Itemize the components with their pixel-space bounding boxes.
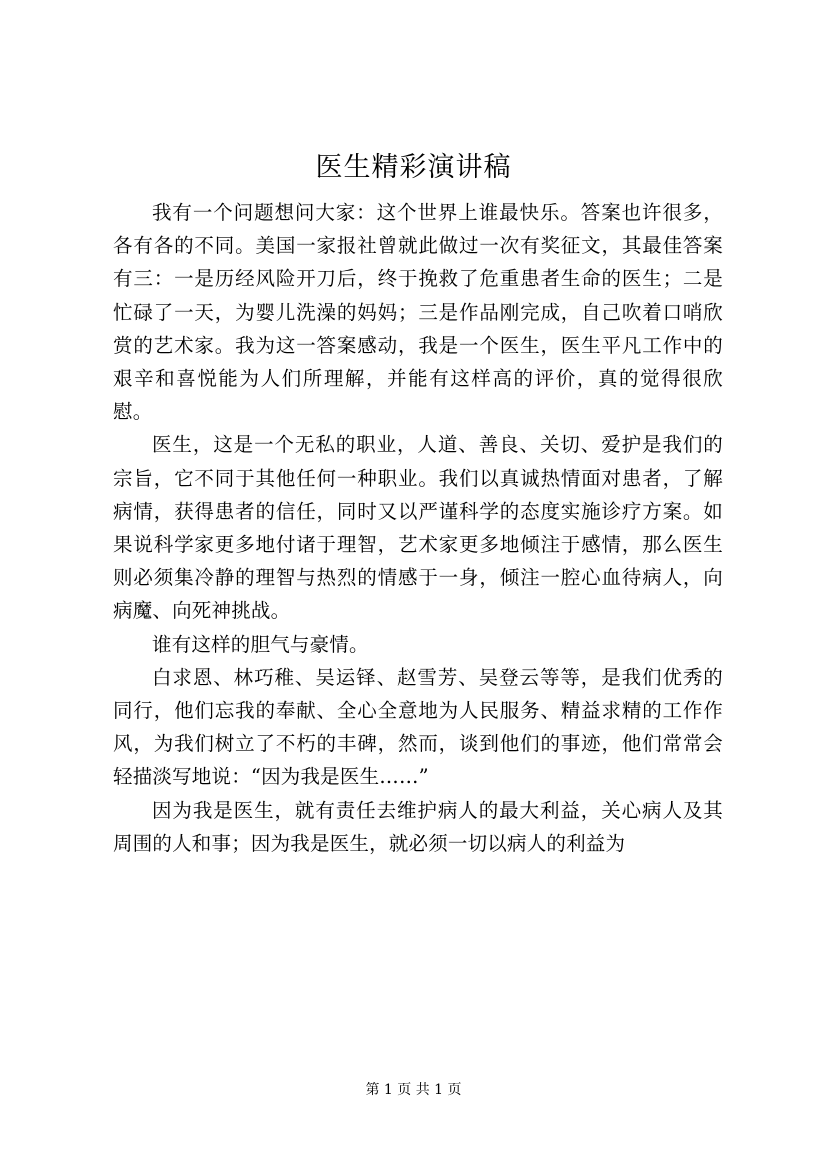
paragraph-3: 谁有这样的胆气与豪情。 — [152, 632, 369, 656]
document-title: 医生精彩演讲稿 — [315, 152, 512, 183]
paragraph-1: 我有一个问题想问大家：这个世界上谁最快乐。答案也许很多，各有各的不同。美国一家报社曾就此做过一次有奖征文，其最佳答案有三：一是历经风险开刀后，终于挽救了危重患者生命的医生；二是忙碌了一天，为婴儿洗澡的妈妈；三是作品刚完成，自己吹着口哨欣赏的艺术家。我为这一答案感动，我是一个医生，医生平凡工作中的艰辛和喜悦能为人们所理解，并能有这样高的评价，真的觉得很欣慰。 — [113, 201, 723, 424]
paragraph-4: 白求恩、林巧稚、吴运铎、赵雪芳、吴登云等等，是我们优秀的同行，他们忘我的奉献、全心全意地为人民服务、精益求精的工作作风，为我们树立了不朽的丰碑，然而，谈到他们的事迹，他们常常会轻描淡写地说：“因为我是医生……” — [113, 665, 723, 789]
paragraph-5: 因为我是医生，就有责任去维护病人的最大利益，关心病人及其周围的人和事；因为我是医生，就必须一切以病人的利益为 — [113, 798, 723, 855]
paragraph-2: 医生，这是一个无私的职业，人道、善良、关切、爱护是我们的宗旨，它不同于其他任何一种职业。我们以真诚热情面对患者，了解病情，获得患者的信任，同时又以严谨科学的态度实施诊疗方案。如果说科学家更多地付诸于理智，艺术家更多地倾注于感情，那么医生则必须集冷静的理智与热烈的情感于一身，倾注一腔心血待病人，向病魔、向死神挑战。 — [113, 433, 723, 623]
document-body — [113, 196, 723, 860]
page-number-footer: 第 1 页 共 1 页 — [365, 1082, 462, 1098]
